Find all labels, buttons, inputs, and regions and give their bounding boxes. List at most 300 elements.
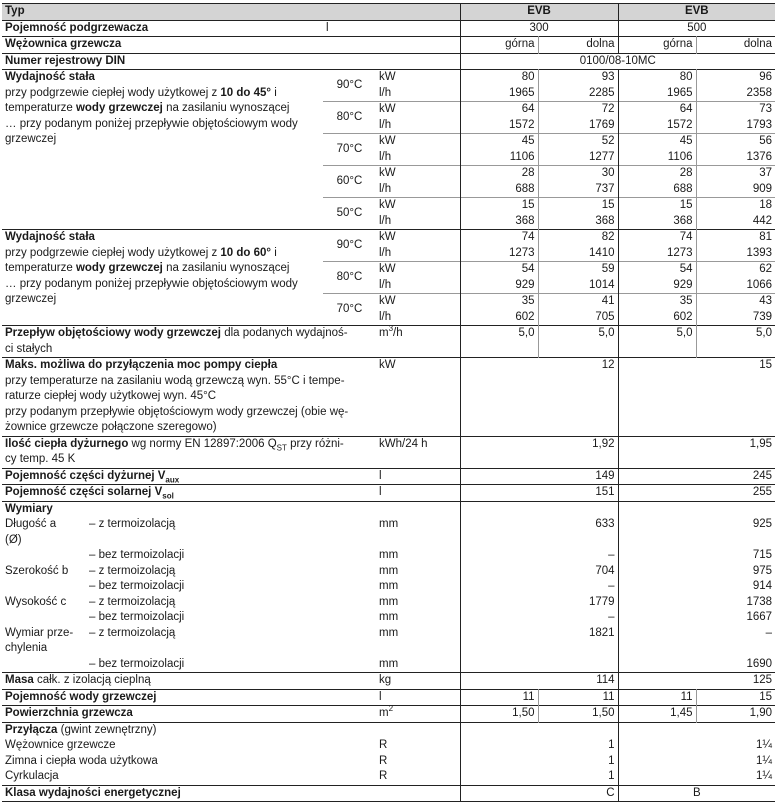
coil-col: dolna: [538, 37, 618, 54]
conn-unit: R: [379, 770, 388, 782]
model-evb-300: EVB: [460, 4, 618, 21]
standby-300: 1,92: [460, 436, 618, 468]
perf-lh-value: 442: [696, 214, 775, 230]
conn-label: Zimna i ciepła woda użytkowa: [5, 754, 158, 767]
conn-title: [2, 722, 460, 738]
perf-kw-value: 28: [618, 166, 696, 182]
standby-label-rest2: przy różni-: [286, 437, 344, 450]
perf-lh-value: 1376: [696, 150, 775, 166]
mass-label: [2, 673, 376, 690]
dim-value-500: 1667: [618, 610, 775, 626]
perf-temperature: 60°C: [336, 174, 363, 187]
capacity-row: [2, 20, 775, 37]
perf-kw-value: 15: [618, 198, 696, 214]
dim-value-500: –: [618, 626, 775, 657]
pump-label-line: raturze ciepłej wody użytkowej wyn. 45°C: [5, 390, 217, 402]
conn-row: [2, 738, 775, 754]
dim-label-tilt: [2, 626, 323, 657]
dim-unit: mm: [379, 626, 399, 639]
standby-label-sub: ST: [276, 442, 287, 452]
vaux-row: [2, 468, 775, 485]
surface-unit-base: m: [379, 707, 389, 719]
heatwater-value: 11: [460, 689, 538, 706]
flow-label: [2, 326, 376, 342]
perf-unit-kw: kW: [379, 135, 396, 147]
dim-label-height: [2, 595, 323, 611]
perf-lh-value: 705: [538, 310, 618, 326]
perf-desc-line: … przy podanym poniżej przepływie objętościowym wody: [5, 277, 298, 290]
coil-row: [2, 37, 775, 54]
perf-unit-lh: l/h: [379, 150, 392, 163]
surface-unit: [376, 706, 460, 723]
surface-label: Powierzchnia grzewcza: [5, 707, 133, 719]
perf-desc-text: przy podgrzewie ciepłej wody użytkowej z: [5, 246, 221, 259]
perf-kw-value: 82: [538, 230, 618, 246]
flow-label-line2: ci stałych: [5, 342, 53, 355]
vaux-300: 149: [460, 468, 618, 485]
conn-row: [2, 769, 775, 785]
perf-unit-kw: kW: [379, 103, 396, 115]
perf-lh-value: 2358: [696, 86, 775, 102]
flow-value: 5,0: [618, 326, 696, 342]
dim-label-length: [2, 517, 323, 548]
empty-cell: [460, 722, 618, 738]
dim-value-500: 715: [618, 548, 775, 564]
vaux-500: 245: [618, 468, 775, 485]
connections-group: [2, 738, 775, 785]
perf-range: 10 do 60°: [220, 246, 272, 259]
perf-kw-value: 64: [460, 102, 538, 118]
coil-col: górna: [460, 37, 538, 54]
standby-label-line2: cy temp. 45 K: [5, 453, 76, 465]
dim-label-without: [2, 548, 323, 564]
perf-temperature: 90°C: [336, 78, 363, 91]
vsol-unit: l: [379, 486, 382, 498]
conn-value-300: 1: [460, 754, 618, 770]
conn-label: Wężownice grzewcze: [5, 739, 116, 751]
dim-name: [5, 517, 89, 548]
perf-unit-lh: l/h: [379, 214, 392, 227]
dim-without-insulation: – bez termoizolacji: [89, 657, 185, 670]
perf-lh-value: 688: [460, 182, 538, 198]
empty-cell: [323, 610, 376, 626]
dim-row-tilt-without: [2, 657, 775, 673]
flow-value: 5,0: [538, 326, 618, 342]
standby-row: [2, 436, 775, 468]
empty-cell: [323, 657, 376, 673]
dim-name-line: Szerokość b: [5, 564, 69, 577]
capacity-300: 300: [460, 20, 618, 37]
heatwater-label: Pojemność wody grzewczej: [5, 690, 157, 703]
heatwater-value: 15: [696, 689, 775, 706]
vsol-label: [2, 485, 376, 502]
dim-value-300: –: [460, 610, 618, 626]
perf-unit-kw: kW: [379, 199, 396, 211]
mass-row: [2, 673, 775, 690]
perf-unit-lh: l/h: [379, 246, 392, 259]
perf-lh-value: 2285: [538, 86, 618, 102]
dims-title-row: [2, 501, 775, 517]
empty-cell: [323, 595, 376, 611]
performance-60-group: [2, 230, 775, 326]
vaux-unit: l: [379, 469, 382, 482]
perf-kw-value: 96: [696, 70, 775, 86]
perf-unit-lh: l/h: [379, 310, 392, 323]
pump-300: 12: [460, 358, 618, 437]
perf-temperature: 70°C: [336, 142, 363, 155]
perf-kw-value: 45: [460, 134, 538, 150]
dim-with-insulation: – z termoizolacją: [89, 626, 176, 639]
dim-value-300: –: [460, 548, 618, 564]
coil-label: Wężownica grzewcza: [5, 38, 122, 50]
conn-title-bold: Przyłącza: [5, 723, 58, 736]
perf-desc-text: na zasilaniu wynoszącej: [162, 102, 290, 114]
pump-500: 15: [618, 358, 775, 437]
flow-unit: [376, 326, 460, 358]
dim-value-300: 704: [460, 564, 618, 580]
perf-lh-value: 1273: [460, 246, 538, 262]
dim-unit: mm: [379, 549, 399, 561]
perf-kw-value: 54: [460, 262, 538, 278]
standby-500: 1,95: [618, 436, 775, 468]
conn-title-row: [2, 722, 775, 738]
dim-value-500: 975: [618, 564, 775, 580]
energy-500: B: [618, 785, 775, 802]
conn-label: Cyrkulacja: [5, 770, 59, 782]
capacity-unit: l: [326, 21, 329, 34]
flow-unit-sup: 3: [388, 325, 394, 334]
vsol-label-text: Pojemność części solarnej V: [5, 486, 163, 498]
perf-desc-text: temperaturze: [5, 102, 76, 114]
dim-value-300: 1779: [460, 595, 618, 611]
dim-label-without: [2, 657, 323, 673]
surface-value: 1,50: [538, 706, 618, 723]
perf-lh-value: 1793: [696, 118, 775, 134]
dim-unit: mm: [379, 564, 399, 577]
perf-temperature: 90°C: [336, 238, 363, 251]
perf-kw-value: 72: [538, 102, 618, 118]
pump-label-line: żownice grzewcze połączone szeregowo): [5, 421, 217, 433]
coil-col: górna: [618, 37, 696, 54]
perf-unit-kw: kW: [379, 263, 396, 275]
flow-unit-rest: /h: [393, 327, 403, 339]
perf-temperature: 50°C: [336, 206, 363, 219]
dim-row-width-without: [2, 579, 775, 595]
perf-desc-line: … przy podanym poniżej przepływie objętościowym wody: [5, 117, 298, 130]
surface-value: 1,90: [696, 706, 775, 723]
flow-label-rest: dla podanych wydajnoś-: [221, 327, 348, 339]
din-row: [2, 53, 775, 70]
din-value: 0100/08-10MC: [460, 53, 775, 70]
dim-name: [5, 626, 89, 657]
dim-row-width: [2, 564, 775, 580]
perf-lh-value: 909: [696, 182, 775, 198]
typ-label: Typ: [2, 4, 460, 21]
perf-lh-value: 1572: [460, 118, 538, 134]
vsol-label-sub: sol: [162, 491, 174, 501]
surface-row: [2, 706, 775, 723]
empty-cell: [323, 579, 376, 595]
flow-unit-base: m: [379, 327, 389, 339]
dim-name-line: Długość a: [5, 518, 57, 530]
perf-kw-value: 64: [618, 102, 696, 118]
dim-label-width: [2, 564, 323, 580]
empty-cell: [618, 722, 775, 738]
energy-label: Klasa wydajności energetycznej: [5, 786, 181, 799]
perf-desc-text: temperaturze: [5, 262, 76, 274]
perf-kw-value: 37: [696, 166, 775, 182]
performance-45-group: [2, 70, 775, 230]
perf-lh-value: 929: [460, 278, 538, 294]
perf-title: Wydajność stała: [5, 231, 95, 243]
flow-row: [2, 326, 775, 342]
standby-label: [2, 436, 376, 468]
perf-kw-value: 15: [460, 198, 538, 214]
perf-unit-kw: kW: [379, 295, 396, 307]
dim-value-300: 1821: [460, 626, 618, 657]
vaux-label-text: Pojemność części dyżurnej V: [5, 469, 166, 482]
perf-kw-value: 45: [618, 134, 696, 150]
energy-300: C: [460, 785, 618, 802]
perf-lh-value: 929: [618, 278, 696, 294]
pump-unit: kW: [379, 359, 396, 371]
empty-cell: [618, 501, 775, 517]
empty-cell: [460, 342, 538, 358]
dim-name: [5, 564, 89, 580]
spec-sheet: [2, 3, 775, 802]
dim-row-length: [2, 517, 775, 548]
dim-label-without: [2, 610, 323, 626]
perf-lh-value: 1410: [538, 246, 618, 262]
heatwater-value: 11: [618, 689, 696, 706]
dim-name: [5, 595, 89, 611]
perf-kw-value: 74: [618, 230, 696, 246]
dim-unit: mm: [379, 518, 399, 530]
header-row: [2, 4, 775, 21]
perf-unit-kw: kW: [379, 71, 396, 83]
flow-label-bold: Przepływ objętościowy wody grzewczej: [5, 327, 222, 339]
conn-value-500: 1¼: [618, 769, 775, 785]
perf-lh-value: 1106: [618, 150, 696, 166]
spec-table: [2, 3, 775, 802]
perf-kw-value: 56: [696, 134, 775, 150]
perf-kw-value: 41: [538, 294, 618, 310]
perf-desc-line: [5, 261, 320, 277]
perf-kw-value: 93: [538, 70, 618, 86]
perf-kw-value: 28: [460, 166, 538, 182]
conn-value-500: 1¼: [618, 738, 775, 754]
dim-row-height: [2, 595, 775, 611]
dim-unit: mm: [379, 657, 399, 670]
vaux-label-sub: aux: [165, 474, 180, 484]
dim-value-300: –: [460, 579, 618, 595]
perf-lh-value: 602: [618, 310, 696, 326]
perf-desc-line: [5, 86, 320, 102]
perf-lh-value: 688: [618, 182, 696, 198]
empty-cell: [323, 626, 376, 657]
perf-lh-value: 1106: [460, 150, 538, 166]
perf-range: 10 do 45°: [220, 86, 272, 99]
dim-without-insulation: – bez termoizolacji: [89, 611, 185, 623]
coil-col: dolna: [696, 37, 775, 54]
conn-value-300: 1: [460, 738, 618, 754]
perf-desc-line: grzewczej: [5, 133, 57, 145]
dim-unit: mm: [379, 595, 399, 608]
model-evb-500: EVB: [618, 4, 775, 21]
perf-lh-value: 1769: [538, 118, 618, 134]
dim-value-300: 633: [460, 517, 618, 548]
empty-cell: [323, 548, 376, 564]
perf-lh-value: 1393: [696, 246, 775, 262]
dim-with-insulation: – z termoizolacją: [89, 518, 176, 530]
mass-label-bold: Masa: [5, 674, 34, 686]
dim-unit: mm: [379, 580, 399, 592]
perf-desc-line: [5, 101, 320, 117]
standby-label-bold: Ilość ciepła dyżurnego: [5, 437, 129, 450]
dim-value-500: 914: [618, 579, 775, 595]
perf-lh-value: 602: [460, 310, 538, 326]
standby-label-rest: wg normy EN 12897:2006 Q: [128, 437, 277, 450]
dim-value-500: 1738: [618, 595, 775, 611]
vsol-500: 255: [618, 485, 775, 502]
capacity-500: 500: [618, 20, 775, 37]
dim-unit: mm: [379, 611, 399, 623]
perf-desc-line: [5, 246, 320, 262]
empty-cell: [323, 517, 376, 548]
dim-name-line: Wymiar prze-: [5, 626, 74, 639]
standby-unit: kWh/24 h: [379, 437, 428, 450]
dim-name-line: chylenia: [5, 642, 48, 654]
perf-desc-line: grzewczej: [5, 293, 57, 305]
mass-300: 114: [460, 673, 618, 690]
vaux-label: [2, 468, 376, 485]
mass-label-rest: całk. z izolacją cieplną: [33, 674, 151, 686]
perf-kw-value: 80: [618, 70, 696, 86]
conn-value-300: 1: [460, 769, 618, 785]
perf-unit-kw: kW: [379, 167, 396, 179]
din-label: Numer rejestrowy DIN: [5, 54, 126, 67]
conn-title-rest: (gwint zewnętrzny): [57, 723, 157, 736]
heatwater-value: 11: [538, 689, 618, 706]
perf-lh-value: 1277: [538, 150, 618, 166]
dim-row-height-without: [2, 610, 775, 626]
perf-water-bold: wody grzewczej: [75, 102, 163, 114]
perf-kw-value: 30: [538, 166, 618, 182]
perf-kw-value: 80: [460, 70, 538, 86]
dim-value-500: 925: [618, 517, 775, 548]
perf-lh-value: 1066: [696, 278, 775, 294]
pump-label-bold: Maks. możliwa do przyłączenia moc pompy ciepła: [5, 359, 278, 371]
vsol-row: [2, 485, 775, 502]
perf-lh-value: 1014: [538, 278, 618, 294]
perf-kw-value: 59: [538, 262, 618, 278]
dim-name-line: Wysokość c: [5, 595, 67, 608]
dim-name-line: (Ø): [5, 533, 22, 546]
dim-row-tilt: [2, 626, 775, 657]
mass-unit: kg: [379, 674, 392, 686]
vsol-300: 151: [460, 485, 618, 502]
perf-temperature: 70°C: [336, 302, 363, 315]
perf-kw-value: 54: [618, 262, 696, 278]
pump-label-line: przy podanym przepływie objętościowym wody grzewczej (obie wę-: [5, 405, 349, 418]
conn-row: [2, 754, 775, 770]
dim-with-insulation: – z termoizolacją: [89, 595, 176, 608]
perf-lh-value: 368: [460, 214, 538, 230]
pump-label: [2, 358, 376, 437]
empty-cell: [618, 342, 696, 358]
perf-title: Wydajność stała: [5, 71, 95, 83]
perf-temperature: 80°C: [336, 110, 363, 123]
dim-without-insulation: – bez termoizolacji: [89, 549, 185, 561]
perf-temperature: 80°C: [336, 270, 363, 283]
perf-kw-value: 52: [538, 134, 618, 150]
perf-desc-text: na zasilaniu wynoszącej: [162, 262, 290, 274]
empty-cell: [460, 501, 618, 517]
conn-unit: R: [379, 739, 388, 751]
empty-cell: [323, 564, 376, 580]
perf-desc-text: i: [271, 86, 277, 99]
empty-cell: [696, 342, 775, 358]
perf-unit-lh: l/h: [379, 118, 392, 131]
perf-lh-value: 1965: [460, 86, 538, 102]
surface-unit-sup: 2: [388, 705, 394, 714]
perf-lh-value: 1273: [618, 246, 696, 262]
perf-kw-value: 35: [460, 294, 538, 310]
perf-kw-value: 74: [460, 230, 538, 246]
perf-unit-lh: l/h: [379, 182, 392, 195]
perf-kw-value: 15: [538, 198, 618, 214]
perf-row: [2, 230, 775, 246]
perf-lh-value: 739: [696, 310, 775, 326]
perf-unit-lh: l/h: [379, 86, 392, 99]
energy-row: [2, 785, 775, 802]
perf-water-bold: wody grzewczej: [75, 262, 163, 274]
flow-value: 5,0: [460, 326, 538, 342]
perf-kw-value: 43: [696, 294, 775, 310]
perf-kw-value: 18: [696, 198, 775, 214]
surface-value: 1,45: [618, 706, 696, 723]
heatwater-unit: l: [379, 690, 382, 703]
perf-kw-value: 35: [618, 294, 696, 310]
perf-lh-value: 1572: [618, 118, 696, 134]
perf-description: [2, 70, 323, 230]
perf-kw-value: 73: [696, 102, 775, 118]
perf-kw-value: 62: [696, 262, 775, 278]
perf-lh-value: 737: [538, 182, 618, 198]
dimensions-group: [2, 517, 775, 673]
dim-row-length-without: [2, 548, 775, 564]
dim-with-insulation: – z termoizolacją: [89, 564, 176, 577]
capacity-label: Pojemność podgrzewacza: [5, 21, 149, 34]
dim-value-300: [460, 657, 618, 673]
dim-value-500: 1690: [618, 657, 775, 673]
perf-desc-text: przy podgrzewie ciepłej wody użytkowej z: [5, 86, 221, 99]
perf-row: [2, 70, 775, 86]
dims-title: Wymiary: [5, 502, 53, 515]
perf-lh-value: 1965: [618, 86, 696, 102]
heatwater-row: [2, 689, 775, 706]
perf-desc-text: i: [271, 246, 277, 259]
flow-value: 5,0: [696, 326, 775, 342]
perf-unit-kw: kW: [379, 231, 396, 243]
empty-cell: [538, 342, 618, 358]
dim-without-insulation: – bez termoizolacji: [89, 580, 185, 592]
mass-500: 125: [618, 673, 775, 690]
conn-unit: R: [379, 754, 388, 767]
pump-label-line: przy temperaturze na zasilaniu wodą grzewczą wyn. 55°C i tempe-: [5, 374, 345, 387]
conn-value-500: 1¼: [618, 754, 775, 770]
perf-description: [2, 230, 323, 326]
